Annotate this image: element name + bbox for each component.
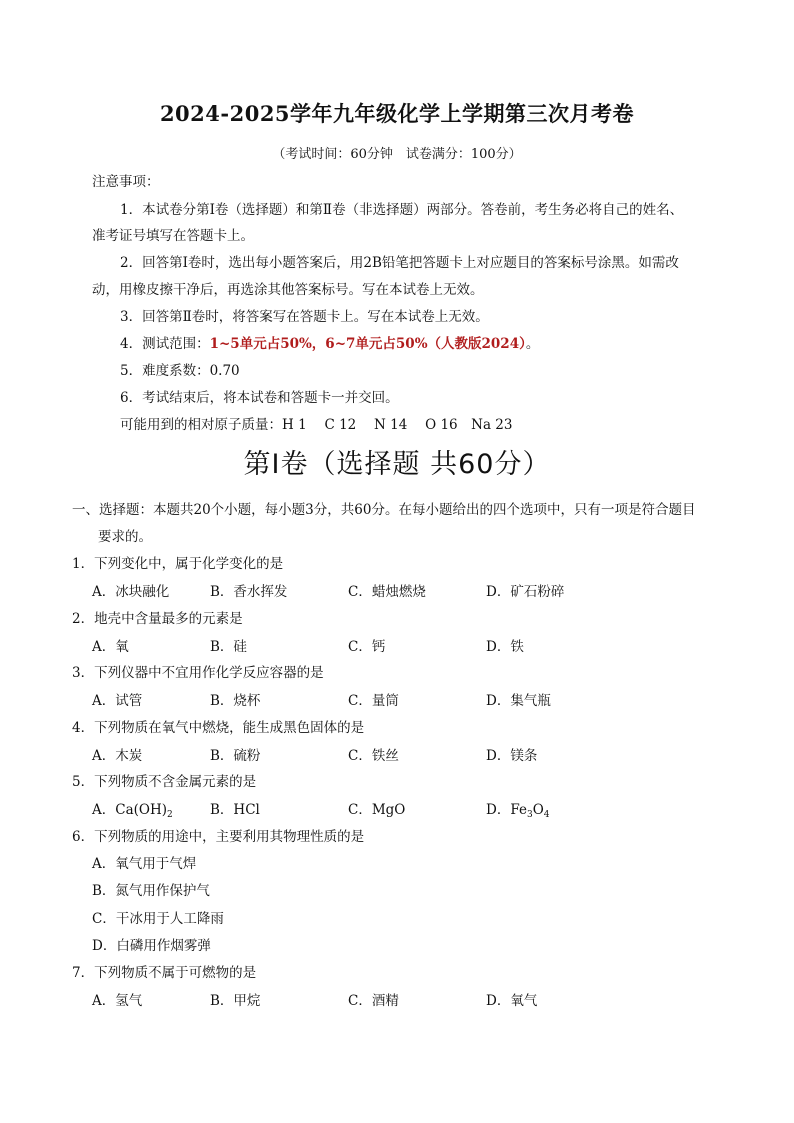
note-2-line-1: 2．回答第Ⅰ卷时，选出每小题答案后，用2B铅笔把答题卡上对应题目的答案标号涂黑。如需改 — [120, 255, 679, 271]
question-7-option-b[interactable]: B．甲烷 — [210, 993, 261, 1009]
subscript: 2 — [167, 810, 173, 820]
note-4-suffix: 。 — [525, 336, 540, 352]
page-title: 2024-2025学年九年级化学上学期第三次月考卷 — [159, 101, 635, 126]
question-5-option-d[interactable] — [486, 798, 550, 818]
question-4-stem: 4．下列物质在氧气中燃烧，能生成黑色固体的是 — [72, 720, 365, 736]
question-7-stem: 7．下列物质不属于可燃物的是 — [72, 965, 257, 981]
notes-heading: 注意事项： — [92, 174, 160, 190]
question-4-option-d[interactable]: D．镁条 — [486, 748, 538, 764]
note-5: 5．难度系数：0.70 — [120, 363, 240, 379]
note-4 — [120, 332, 539, 352]
section-title: 第Ⅰ卷（选择题 共60分） — [243, 449, 551, 480]
question-6-option-a[interactable]: A．氧气用于气焊 — [92, 856, 197, 872]
question-4-option-b[interactable]: B．硫粉 — [210, 748, 261, 764]
question-5-stem: 5．下列物质不含金属元素的是 — [72, 774, 257, 790]
note-6: 6．考试结束后，将本试卷和答题卡一并交回。 — [120, 390, 399, 406]
question-4-option-a[interactable]: A．木炭 — [92, 748, 143, 764]
question-7-option-d[interactable]: D．氧气 — [486, 993, 538, 1009]
option-a-formula: A．Ca(OH) — [92, 802, 168, 818]
question-3-stem: 3．下列仪器中不宜用作化学反应容器的是 — [72, 665, 324, 681]
question-2-stem: 2．地壳中含量最多的元素是 — [72, 611, 243, 627]
question-7-option-a[interactable]: A．氢气 — [92, 993, 143, 1009]
question-2-option-d[interactable]: D．铁 — [486, 639, 524, 655]
note-1-line-2: 准考证号填写在答题卡上。 — [92, 228, 254, 244]
question-6-option-b[interactable]: B．氮气用作保护气 — [92, 883, 210, 899]
question-1-option-d[interactable]: D．矿石粉碎 — [486, 584, 565, 600]
question-2-option-a[interactable]: A．氧 — [92, 639, 129, 655]
note-4-prefix: 4．测试范围： — [120, 336, 210, 352]
section-intro-line-2: 要求的。 — [98, 529, 152, 545]
question-6-option-c[interactable]: C．干冰用于人工降雨 — [92, 911, 224, 927]
question-3-option-d[interactable]: D．集气瓶 — [486, 693, 551, 709]
section-intro-line-1: 一、选择题：本题共20个小题，每小题3分，共60分。在每小题给出的四个选项中，只有一项是符合题目 — [72, 502, 696, 518]
subscript: 4 — [543, 810, 550, 820]
note-3: 3．回答第Ⅱ卷时，将答案写在答题卡上。写在本试卷上无效。 — [120, 309, 489, 325]
question-3-option-b[interactable]: B．烧杯 — [210, 693, 261, 709]
test-scope-highlight: 1~5单元占50%，6~7单元占50%（人教版2024） — [209, 336, 526, 352]
question-1-stem: 1．下列变化中，属于化学变化的是 — [72, 556, 284, 572]
question-7-option-c[interactable]: C．酒精 — [348, 993, 399, 1009]
atomic-mass-note: 可能用到的相对原子质量：H 1 C 12 N 14 O 16 Na 23 — [120, 417, 513, 433]
question-1-option-b[interactable]: B．香水挥发 — [210, 584, 288, 600]
option-d-fe: D．Fe — [486, 802, 527, 818]
exam-info: （考试时间：60分钟 试卷满分：100分） — [272, 147, 522, 162]
question-2-option-c[interactable]: C．钙 — [348, 639, 386, 655]
question-5-option-b[interactable]: B．HCl — [210, 802, 260, 818]
question-3-option-a[interactable]: A．试管 — [92, 693, 143, 709]
question-5-option-a[interactable] — [92, 798, 173, 818]
question-4-option-c[interactable]: C．铁丝 — [348, 748, 399, 764]
subscript: 3 — [526, 810, 533, 820]
question-5-option-c[interactable]: C．MgO — [348, 802, 406, 818]
note-1-line-1: 1．本试卷分第Ⅰ卷（选择题）和第Ⅱ卷（非选择题）两部分。答卷前，考生务必将自己的姓名、 — [120, 202, 684, 218]
question-1-option-c[interactable]: C．蜡烛燃烧 — [348, 584, 426, 600]
question-2-option-b[interactable]: B．硅 — [210, 639, 247, 655]
question-1-option-a[interactable]: A．冰块融化 — [92, 584, 170, 600]
option-d-o: O — [532, 802, 544, 818]
question-6-stem: 6．下列物质的用途中，主要利用其物理性质的是 — [72, 829, 365, 845]
question-3-option-c[interactable]: C．量筒 — [348, 693, 399, 709]
note-2-line-2: 动，用橡皮擦干净后，再选涂其他答案标号。写在本试卷上无效。 — [92, 282, 484, 298]
question-6-option-d[interactable]: D．白磷用作烟雾弹 — [92, 938, 211, 954]
